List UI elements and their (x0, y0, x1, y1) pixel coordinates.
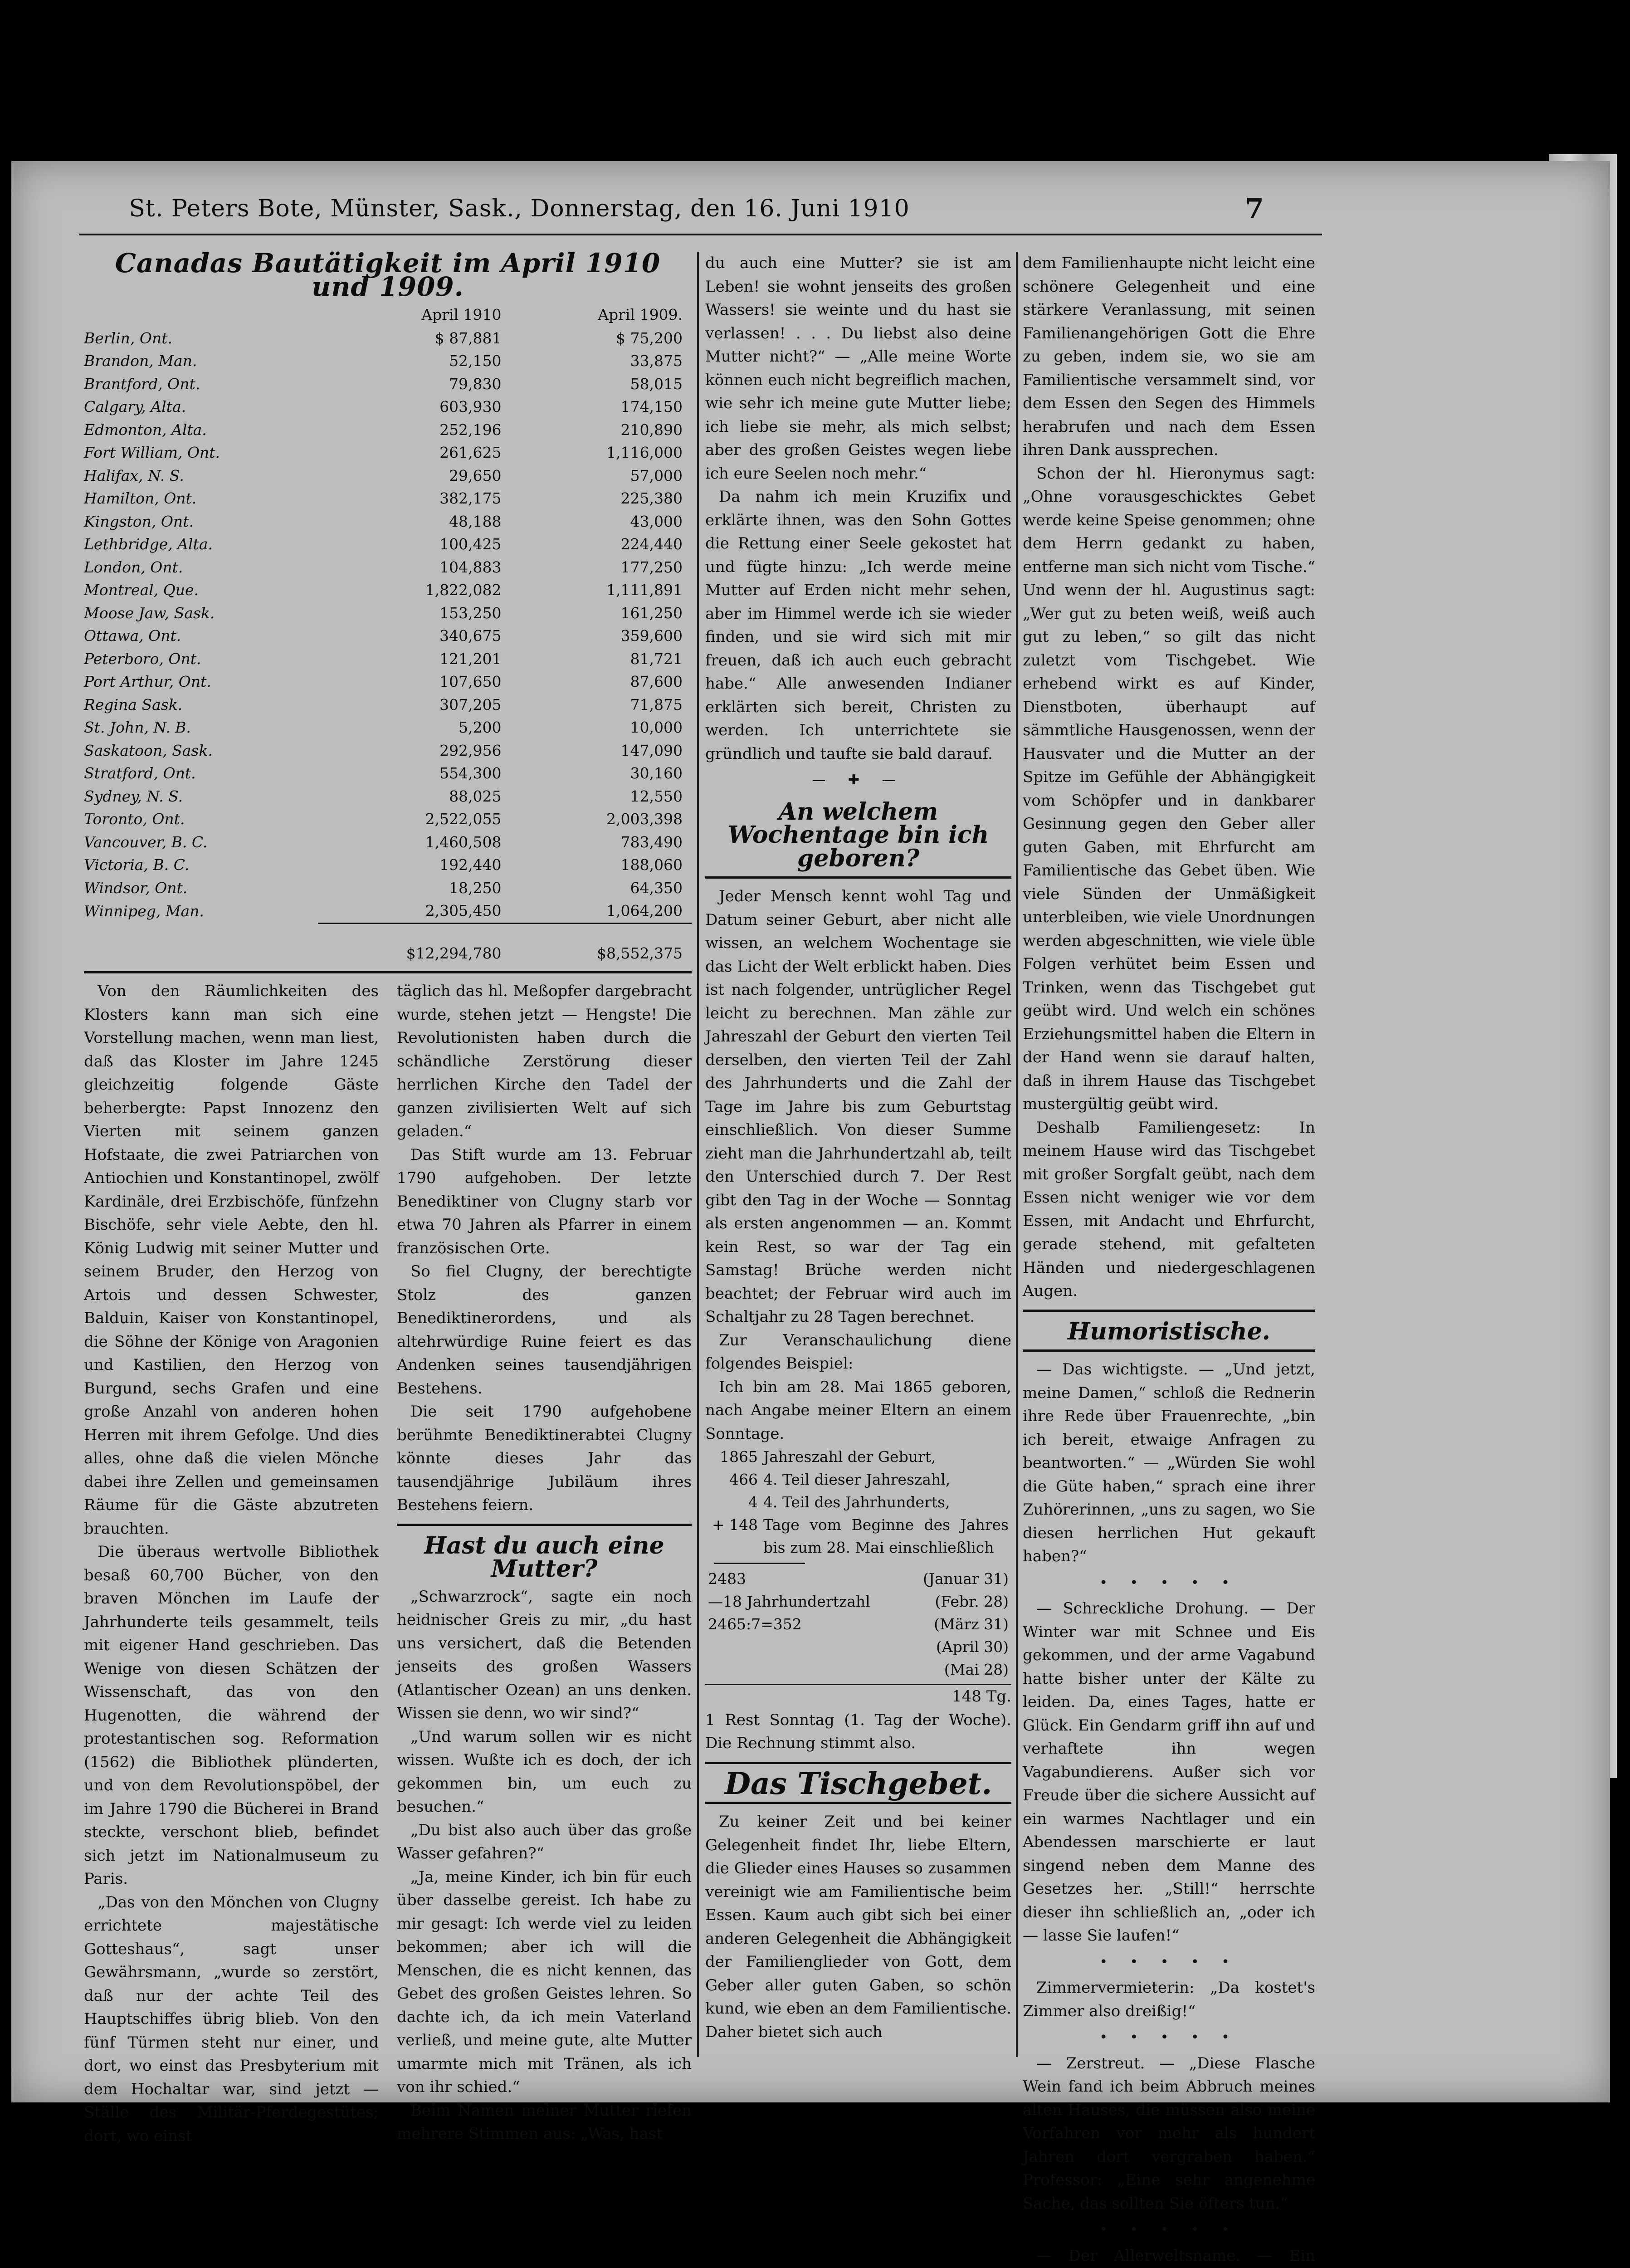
kloster-cont-4: Die seit 1790 aufgehobene berühmte Benediktinerabtei Clugny könnte dieses Jahr das tausendjährige Jubiläum ihres Bestehens feiern. (397, 1400, 692, 1517)
table-row (84, 510, 692, 533)
section-rule (705, 876, 1011, 879)
value-1909-cell: 58,015 (529, 373, 692, 396)
total-1910: $12,294,780 (318, 923, 528, 965)
ornament: — ✚ — (705, 768, 1011, 792)
value-1910-cell: 192,440 (318, 854, 528, 877)
table-row (84, 694, 692, 717)
mutter-paragraph-2: „Und warum sollen wir es nicht wissen. Wußte ich es doch, der ich gekommen bin, um euch zu besuchen.“ (397, 1725, 692, 1819)
calc-right: (Febr. 28) (903, 1590, 1011, 1613)
city-cell: Montreal, Que. (84, 579, 318, 602)
table-row (84, 785, 692, 808)
bautaetigkeit-table (84, 303, 692, 965)
table-row (84, 899, 692, 923)
table-row (84, 602, 692, 625)
calc-row (705, 1636, 1011, 1658)
value-1909-cell: 210,890 (529, 419, 692, 442)
table-row (84, 716, 692, 739)
city-cell: Winnipeg, Man. (84, 899, 318, 923)
tischgebet-paragraph-1: Zu keiner Zeit und bei keiner Gelegenheit findet Ihr, liebe Eltern, die Glieder eines Hauses so zusammen vereinigt wie am Familientische beim Essen. Kaum auch gibt sich bei einer anderen Gelegenheit die Abhängigkeit der Familienglieder von Gott, dem Geber aller guten Gaben, so schön kund, wie eben an dem Familientische. Daher bietet sich auch (705, 1810, 1011, 2044)
value-1909-cell: 161,250 (529, 602, 692, 625)
section-rule (1023, 1349, 1315, 1352)
table-row (84, 579, 692, 602)
calc-number: 1865 (705, 1446, 761, 1468)
humor-item-5: — Der Allerweltsname. — Ein (1023, 2244, 1315, 2268)
calc-right: (April 30) (903, 1636, 1011, 1658)
calc-row (705, 1568, 1011, 1590)
value-1910-cell: 382,175 (318, 487, 528, 510)
calc-right: (März 31) (903, 1613, 1011, 1636)
value-1909-cell: 57,000 (529, 464, 692, 488)
value-1909-cell: 81,721 (529, 648, 692, 671)
masthead: St. Peters Bote, Münster, Sask., Donnerstag, den 16. Juni 1910 (11, 195, 1027, 222)
city-cell: Sydney, N. S. (84, 785, 318, 808)
calc-row (705, 1446, 1011, 1468)
value-1909-cell: 174,150 (529, 396, 692, 419)
calc-row (705, 1468, 1011, 1491)
mutter-paragraph-1: „Schwarzrock“, sagte ein noch heidnischer Greis zu mir, „du hast uns versichert, daß die Betenden jenseits des großen Wassers (Atlantischer Ozean) an uns denken. Wissen sie denn, wo wir sind?“ (397, 1585, 692, 1725)
calc-left (705, 1658, 903, 1681)
city-cell: St. John, N. B. (84, 716, 318, 739)
table-row (84, 350, 692, 373)
value-1909-cell: 188,060 (529, 854, 692, 877)
value-1910-cell: 29,650 (318, 464, 528, 488)
table-row (84, 464, 692, 488)
calc-number: 4 (705, 1491, 761, 1514)
value-1910-cell: 88,025 (318, 785, 528, 808)
col-1909-header: April 1909. (529, 303, 692, 327)
value-1910-cell: 100,425 (318, 533, 528, 556)
value-1909-cell: 177,250 (529, 556, 692, 579)
newspaper-page (11, 161, 1610, 2102)
calc-row (705, 1658, 1011, 1681)
table-row (84, 556, 692, 579)
value-1909-cell: 224,440 (529, 533, 692, 556)
mutter-continuation: du auch eine Mutter? sie ist am Leben! sie wohnt jenseits des großen Wassers! sie weinte und du hast sie verlassen! . . . Du liebst also deine Mutter nicht?“ — „Alle meine Worte können euch nicht begreiflich machen, wie sehr ich meine gute Mutter liebe; ich liebe sie mehr, als mich selbst; aber des großen Geistes wegen liebe ich eure Seelen noch mehr.“ (705, 252, 1011, 485)
value-1910-cell: 107,650 (318, 670, 528, 694)
calc-text: Tage vom Beginne des Jahres bis zum 28. Mai einschließlich (761, 1514, 1011, 1559)
value-1910-cell: 2,305,450 (318, 899, 528, 923)
city-cell: Ottawa, Ont. (84, 625, 318, 648)
value-1910-cell: 292,956 (318, 739, 528, 763)
value-1909-cell: 225,380 (529, 487, 692, 510)
mutter-paragraph-3: „Du bist also auch über das große Wasser gefahren?“ (397, 1819, 692, 1866)
total-1909: $8,552,375 (529, 923, 692, 965)
mutter-paragraph-4: „Ja, meine Kinder, ich bin für euch über dasselbe gereist. Ich habe zu mir gesagt: Ich werde viel zu leiden bekommen; aber ich will die Menschen, die es nicht kennen, das Gebet des großen Geistes lehren. So dachte ich, da ich mein Vaterland verließ, und meine gute, alte Mutter umarmte mich mit Tränen, als ich von ihr schied.“ (397, 1866, 692, 2099)
section-rule (705, 1802, 1011, 1804)
ornament: • • • • • (1023, 1571, 1315, 1595)
column-2 (705, 252, 1011, 2044)
column-1 (84, 252, 692, 2148)
ornament: • • • • • (1023, 1950, 1315, 1974)
table-row (84, 396, 692, 419)
table-row (84, 533, 692, 556)
bautaetigkeit-title: Canadas Bautätigkeit im April 1910 und 1909. (84, 252, 692, 298)
city-cell: Kingston, Ont. (84, 510, 318, 533)
kloster-cont-2: Das Stift wurde am 13. Februar 1790 aufgehoben. Der letzte Benediktiner von Clugny starb vor etwa 70 Jahren als Pfarrer in einem französischen Orte. (397, 1144, 692, 1261)
calc-number: + 148 (705, 1514, 761, 1559)
city-cell: Halifax, N. S. (84, 464, 318, 488)
city-cell: Hamilton, Ont. (84, 487, 318, 510)
col-1910-header: April 1910 (318, 303, 528, 327)
kloster-paragraph-1: Von den Räumlichkeiten des Klosters kann man sich eine Vorstellung machen, wenn man liest, daß das Kloster im Jahre 1245 gleichzeitig folgende Gäste beherbergte: Papst Innozenz den Vierten mit seinem ganzen Hofstaate, die zwei Patriarchen von Antiochien und Konstantinopel, zwölf Kardinäle, drei Erzbischöfe, fünfzehn Bischöfe, sehr viele Aebte, den hl. König Ludwig mit seiner Mutter und seinem Bruder, den Herzog von Artois und dessen Schwester, Balduin, Kaiser von Konstantinopel, die Söhne der Könige von Aragonien und Kastilien, den Herzog von Burgund, sechs Grafen und eine große Anzahl von anderen hohen Herren mit ihrem Gefolge. Und dies alles, ohne daß die vielen Mönche dabei ihre Zellen und gemeinsamen Räume für die Gäste abzutreten brauchten. (84, 980, 379, 1540)
value-1910-cell: $ 87,881 (318, 327, 528, 350)
humor-item-3: Zimmervermieterin: „Da kostet's Zimmer also dreißig!“ (1023, 1976, 1315, 2023)
table-row (84, 831, 692, 854)
table-row (84, 373, 692, 396)
kloster-cont-3: So fiel Clugny, der berechtigte Stolz des ganzen Benediktinerordens, und als altehrwürdige Ruine feiert es das Andenken seines tausendjährigen Bestehens. (397, 1260, 692, 1400)
value-1909-cell: $ 75,200 (529, 327, 692, 350)
mutter-continuation-2: Da nahm ich mein Kruzifix und erklärte ihnen, was den Sohn Gottes die Rettung einer Seele gekostet hat und fügte hinzu: „Ich werde meine Mutter auf Erden nicht mehr sehen, aber im Himmel werde ich sie wieder finden, und sie wird sich mit mir freuen, daß ich auch euch gebracht habe.“ Alle anwesenden Indianer erklärten sich bereit, Christen zu werden. Ich unterrichtete sie gründlich und taufte sie bald darauf. (705, 485, 1011, 766)
column-3 (1023, 252, 1315, 2268)
wochentag-paragraph-2: Zur Veranschaulichung diene folgendes Beispiel: (705, 1329, 1011, 1376)
value-1909-cell: 71,875 (529, 694, 692, 717)
calc-left (705, 1636, 903, 1658)
value-1910-cell: 307,205 (318, 694, 528, 717)
kloster-col-b (397, 980, 692, 2148)
wochentag-title: An welchem Wochentage bin ich geboren? (705, 800, 1011, 870)
value-1910-cell: 121,201 (318, 648, 528, 671)
city-cell: Port Arthur, Ont. (84, 670, 318, 694)
value-1909-cell: 1,116,000 (529, 441, 692, 464)
table-row (84, 739, 692, 763)
humor-title: Humoristische. (1023, 1320, 1315, 1344)
value-1910-cell: 48,188 (318, 510, 528, 533)
section-rule (84, 971, 692, 973)
table-row (84, 625, 692, 648)
value-1910-cell: 2,522,055 (318, 808, 528, 831)
value-1910-cell: 153,250 (318, 602, 528, 625)
city-cell: Fort William, Ont. (84, 441, 318, 464)
value-1910-cell: 603,930 (318, 396, 528, 419)
table-row (84, 419, 692, 442)
calc-text: 4. Teil des Jahrhunderts, (761, 1491, 1011, 1514)
table-row (84, 327, 692, 350)
value-1909-cell: 147,090 (529, 739, 692, 763)
kloster-paragraph-2: Die überaus wertvolle Bibliothek besaß 60,700 Bücher, von den braven Mönchen im Laufe der Jahrhunderte teils gesammelt, teils mit eigener Hand geschrieben. Das Wenige von diesen Schätzen der Wissenschaft, das von den Hugenotten, die während der protestantischen sog. Reformation (1562) die Bibliothek plünderten, und von dem Revolutionspöbel, der im Jahre 1790 die Bücherei in Brand steckte, verschont blieb, befindet sich jetzt im Nationalmuseum zu Paris. (84, 1540, 379, 1891)
city-cell: Windsor, Ont. (84, 877, 318, 900)
calc-left: 2465:7=352 (705, 1613, 903, 1636)
value-1909-cell: 12,550 (529, 785, 692, 808)
value-1910-cell: 554,300 (318, 762, 528, 785)
humor-item-1: — Das wichtigste. — „Und jetzt, meine Damen,“ schloß die Rednerin ihre Rede über Frauenrechte, „bin ich bereit, etwaige Anfragen zu beantworten.“ — „Würden Sie wohl die Güte haben,“ sprach eine ihrer Zuhörerinnen, „uns zu sagen, wo Sie diesen herrlichen Hut gekauft haben?“ (1023, 1358, 1315, 1569)
value-1910-cell: 104,883 (318, 556, 528, 579)
table-row (84, 877, 692, 900)
table-row (84, 854, 692, 877)
value-1910-cell: 79,830 (318, 373, 528, 396)
value-1910-cell: 18,250 (318, 877, 528, 900)
mutter-title: Hast du auch eine Mutter? (397, 1534, 692, 1581)
calc-right: (Januar 31) (903, 1568, 1011, 1590)
humor-item-4: — Zerstreut. — „Diese Flasche Wein fand ich beim Abbruch meines alten Hauses, die müssen also meine Vorfahren vor mehr als hundert Jahren dort vergraben haben.“ Professor: „Eine sehr angenehme Sache, das sollten Sie öfters tun.“ (1023, 2052, 1315, 2216)
value-1909-cell: 30,160 (529, 762, 692, 785)
value-1910-cell: 5,200 (318, 716, 528, 739)
city-cell: Berlin, Ont. (84, 327, 318, 350)
value-1909-cell: 10,000 (529, 716, 692, 739)
value-1910-cell: 340,675 (318, 625, 528, 648)
table-row (84, 762, 692, 785)
calc-left: 2483 (705, 1568, 903, 1590)
calc-row (705, 1514, 1011, 1559)
value-1910-cell: 52,150 (318, 350, 528, 373)
city-cell: Victoria, B. C. (84, 854, 318, 877)
value-1910-cell: 1,822,082 (318, 579, 528, 602)
calc-rule (714, 1563, 805, 1564)
column-divider (697, 252, 699, 2057)
table-row (84, 808, 692, 831)
table-row (84, 648, 692, 671)
value-1909-cell: 64,350 (529, 877, 692, 900)
table-row (84, 670, 692, 694)
kloster-cont-1: täglich das hl. Meßopfer dargebracht wurde, stehen jetzt — Hengste! Die Revolutionisten haben durch die schändliche Zerstörung dieser herrlichen Kirche den Tadel der ganzen zivilisierten Welt auf sich geladen.“ (397, 980, 692, 1144)
value-1910-cell: 261,625 (318, 441, 528, 464)
section-rule (705, 1762, 1011, 1764)
column-divider (1016, 252, 1018, 2057)
city-cell: Vancouver, B. C. (84, 831, 318, 854)
value-1910-cell: 1,460,508 (318, 831, 528, 854)
page-number: 7 (1245, 193, 1264, 225)
city-cell: Brandon, Man. (84, 350, 318, 373)
city-cell: Peterboro, Ont. (84, 648, 318, 671)
calc-row (705, 1491, 1011, 1514)
value-1909-cell: 1,064,200 (529, 899, 692, 923)
value-1909-cell: 359,600 (529, 625, 692, 648)
calc-result: 1 Rest Sonntag (1. Tag der Woche). Die Rechnung stimmt also. (705, 1709, 1011, 1755)
calc-number: 466 (705, 1468, 761, 1491)
wochentag-paragraph-1: Jeder Mensch kennt wohl Tag und Datum seiner Geburt, aber nicht alle wissen, an welchem Wochentage sie das Licht der Welt erblickt haben. Dies ist nach folgender, untrüglicher Regel leicht zu berechnen. Man zähle zur Jahreszahl der Geburt den vierten Teil derselben, den vierten Teil der Zahl des Jahrhunderts und die Zahl der Tage im Jahre bis zum Geburtstag einschließlich. Von dieser Summe zieht man die Jahrhundertzahl ab, teilt den Unterschied durch 7. Der Rest gibt den Tag in der Woche — Sonntag als ersten angenommen — an. Kommt kein Rest, so war der Tag ein Samstag! Brüche werden nicht beachtet; der Februar wird auch im Schaltjahr zu 28 Tagen berechnet. (705, 885, 1011, 1329)
value-1909-cell: 2,003,398 (529, 808, 692, 831)
tischgebet-paragraph-2: dem Familienhaupte nicht leicht eine schönere Gelegenheit und eine stärkere Veranlassung, mit seinen Familienangehörigen Gott die Ehre zu geben, indem sie, wo sie am Familientische versammelt sind, vor dem Essen den Segen des Himmels herabrufen und nach dem Essen ihren Dank aussprechen. (1023, 252, 1315, 462)
mutter-paragraph-5: Beim Namen meiner Mutter riefen mehrere Stimmen aus: „Was, hast (397, 2099, 692, 2146)
calc-left: —18 Jahrhundertzahl (705, 1590, 903, 1613)
city-cell: Saskatoon, Sask. (84, 739, 318, 763)
wochentag-paragraph-3: Ich bin am 28. Mai 1865 geboren, nach Angabe meiner Eltern an einem Sonntage. (705, 1376, 1011, 1446)
value-1909-cell: 1,111,891 (529, 579, 692, 602)
ornament: • • • • • (1023, 2218, 1315, 2242)
kloster-article (84, 980, 692, 2148)
city-cell: Calgary, Alta. (84, 396, 318, 419)
tischgebet-paragraph-4: Deshalb Familiengesetz: In meinem Hause wird das Tischgebet mit großer Sorgfalt geübt, nach dem Essen nicht weniger wie vor dem Essen, mit Andacht und Ehrfurcht, gerade stehend, mit gefalteten Händen und niedergeschlagenen Augen. (1023, 1116, 1315, 1303)
value-1909-cell: 783,490 (529, 831, 692, 854)
calc-row (705, 1590, 1011, 1613)
value-1910-cell: 252,196 (318, 419, 528, 442)
city-cell: Brantford, Ont. (84, 373, 318, 396)
value-1909-cell: 33,875 (529, 350, 692, 373)
kloster-paragraph-3: „Das von den Mönchen von Clugny errichtete majestätische Gotteshaus“, sagt unser Gewährsmann, „wurde so zerstört, daß nur der achte Teil des Hauptschiffes übrig blieb. Von den fünf Türmen steht nur einer, und dort, wo einst das Presbyterium mit dem Hochaltar war, sind jetzt — Ställe des Militär-Pferdegestütes; dort, wo einst (84, 1891, 379, 2148)
calc-table-2 (705, 1568, 1011, 1681)
tischgebet-title: Das Tischgebet. (705, 1772, 1011, 1796)
table-header-row (84, 303, 692, 327)
calc-table (705, 1446, 1011, 1559)
city-cell: Toronto, Ont. (84, 808, 318, 831)
calc-text: Jahreszahl der Geburt, (761, 1446, 1011, 1468)
section-rule (397, 1524, 692, 1526)
value-1909-cell: 43,000 (529, 510, 692, 533)
kloster-col-a (84, 980, 379, 2148)
city-cell: Edmonton, Alta. (84, 419, 318, 442)
city-cell: Moose Jaw, Sask. (84, 602, 318, 625)
table-row (84, 487, 692, 510)
section-rule (1023, 1310, 1315, 1312)
city-cell: Stratford, Ont. (84, 762, 318, 785)
table-row (84, 441, 692, 464)
calc-row (705, 1613, 1011, 1636)
ornament: • • • • • (1023, 2026, 1315, 2049)
city-cell: Regina Sask. (84, 694, 318, 717)
tischgebet-paragraph-3: Schon der hl. Hieronymus sagt: „Ohne vorausgeschicktes Gebet werde keine Speise genommen; ohne dem Herrn gedankt zu haben, entferne man sich nicht vom Tische.“ Und wenn der hl. Augustinus sagt: „Wer gut zu beten weiß, weiß auch gut zu leben,“ so gilt das nicht zuletzt vom Tischgebet. Wie erhebend wirkt es auf Kinder, Dienstboten, überhaupt auf sämmtliche Hausgenossen, wenn der Hausvater und die Mutter an der Spitze im Gefühle der Abhängigkeit vom Schöpfer und in dankbarer Gesinnung gegen den Geber aller guten Gaben, mit Ehrfurcht am Familientische das Gebet üben. Wie viele Sünden der Unmäßigkeit unterbleiben, wie viele Unordnungen werden abgeschnitten, wie viele üble Folgen verhütet beim Essen und Trinken, wenn das Tischgebet gut geübt wird. Und welch ein schönes Erziehungsmittel haben die Eltern in der Hand wenn sie darauf halten, daß in ihrem Hause das Tischgebet mustergültig geübt wird. (1023, 462, 1315, 1116)
masthead-rule (79, 234, 1322, 235)
city-cell: Lethbridge, Alta. (84, 533, 318, 556)
city-cell: London, Ont. (84, 556, 318, 579)
calc-text: 4. Teil dieser Jahreszahl, (761, 1468, 1011, 1491)
table-total-row (84, 923, 692, 965)
calc-right: (Mai 28) (903, 1658, 1011, 1681)
calc-sum: 148 Tg. (705, 1684, 1011, 1709)
humor-item-2: — Schreckliche Drohung. — Der Winter war mit Schnee und Eis gekommen, und der arme Vagabund hatte bisher unter der Kälte zu leiden. Da, eines Tages, hatte er Glück. Ein Gendarm griff ihn auf und verhaftete ihn wegen Vagabundierens. Außer sich vor Freude über die sichere Aussicht auf ein warmes Nachtlager und ein Abendessen marschierte er laut singend neben dem Manne des Gesetzes her. „Still!“ herrschte dieser ihn schließlich an, „oder ich — lasse Sie laufen!“ (1023, 1597, 1315, 1948)
value-1909-cell: 87,600 (529, 670, 692, 694)
